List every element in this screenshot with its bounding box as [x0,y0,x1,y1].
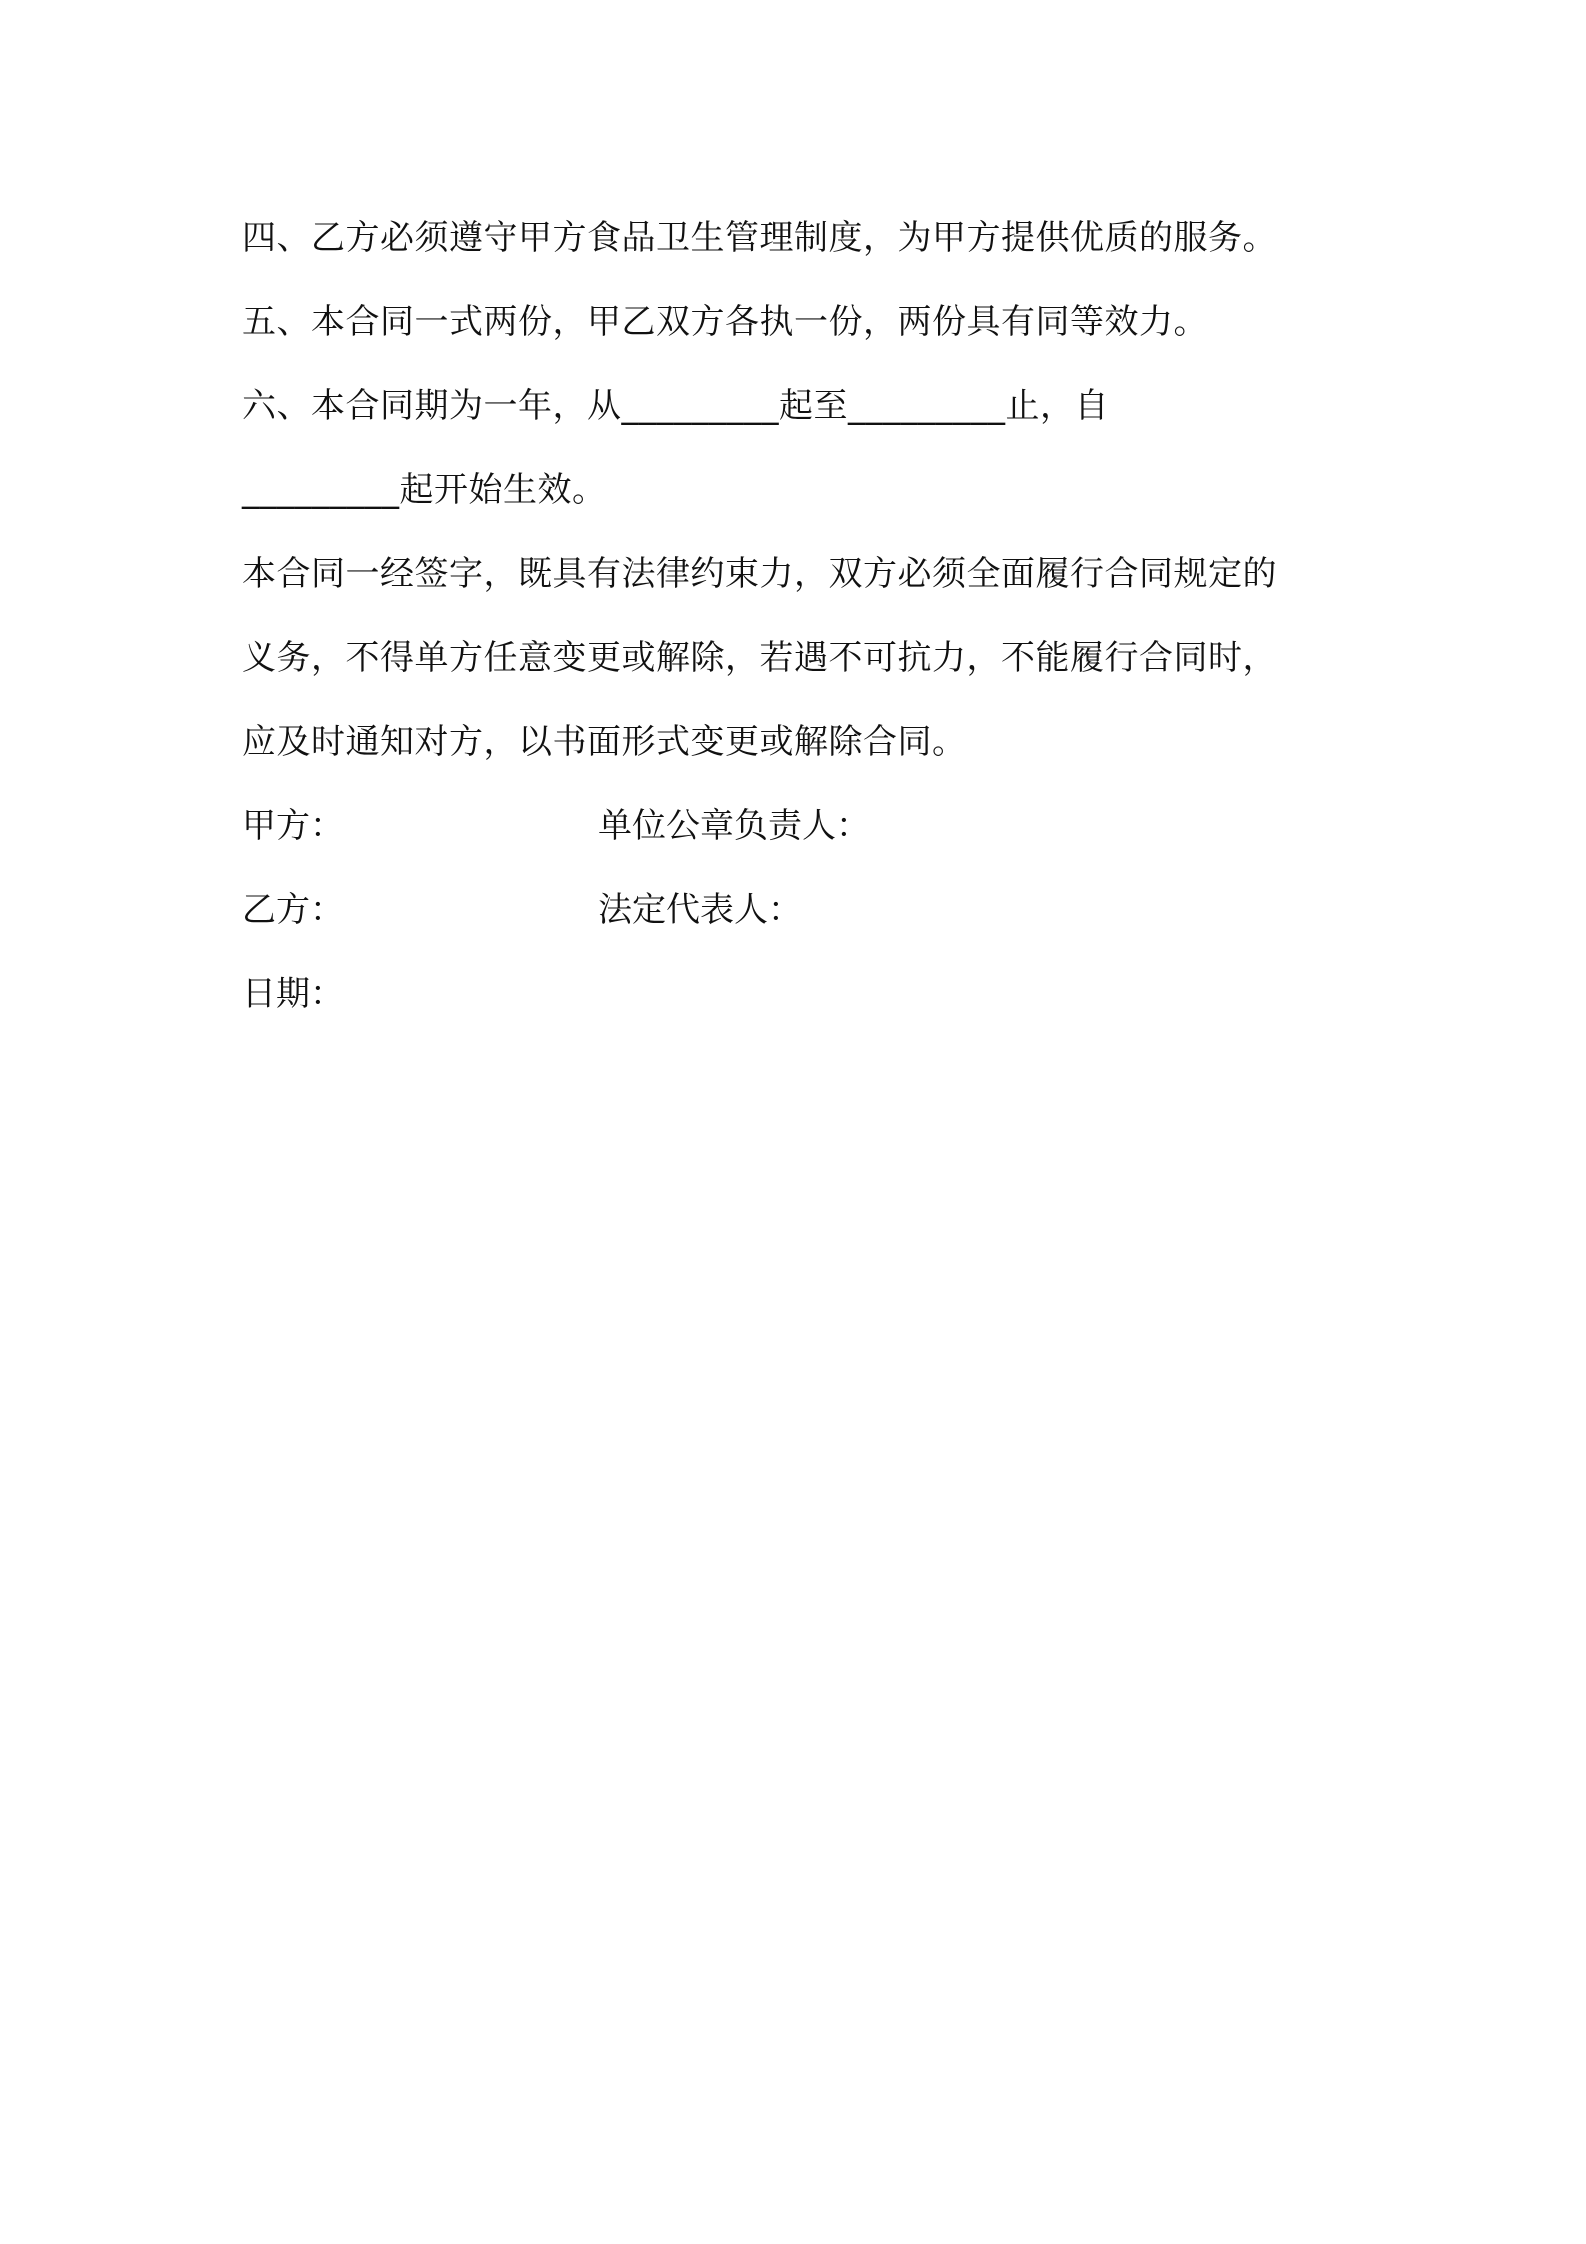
signature-row-date [242,952,1362,1036]
closing-line-1: 本合同一经签字，既具有法律约束力，双方必须全面履行合同规定的 [242,554,1277,594]
clause-four: 四、乙方必须遵守甲方食品卫生管理制度，为甲方提供优质的服务。 [242,218,1277,258]
clause-six: 六、本合同期为一年，从_________起至_________止，自 [242,386,1109,426]
signature-row-b [242,868,1362,952]
contract-body [242,196,1362,1036]
clause-six-continued: _________起开始生效。 [242,470,607,510]
date-label: 日期： [242,974,344,1014]
clause-five: 五、本合同一式两份，甲乙双方各执一份，两份具有同等效力。 [242,302,1208,342]
closing-line-3: 应及时通知对方，以书面形式变更或解除合同。 [242,722,967,762]
closing-line-2: 义务，不得单方任意变更或解除，若遇不可抗力，不能履行合同时， [242,638,1277,678]
party-a-label: 甲方： [242,806,344,846]
signature-row-a [242,784,1362,868]
unit-seal-label: 单位公章负责人： [598,806,870,846]
legal-rep-label: 法定代表人： [598,890,802,930]
party-b-label: 乙方： [242,890,344,930]
